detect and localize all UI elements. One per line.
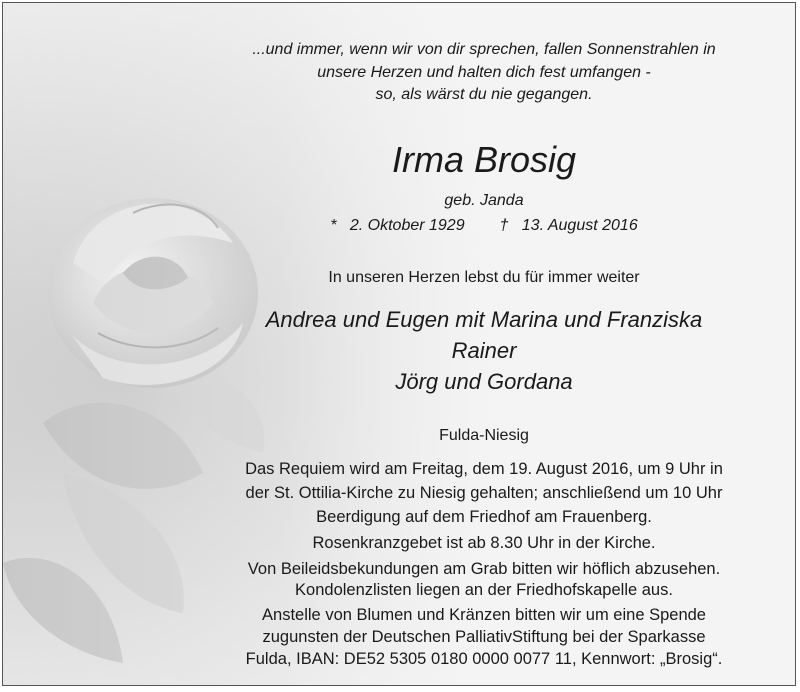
notice-line: der St. Ottilia-Kirche zu Niesig gehalten; anschließend um 10 Uhr bbox=[245, 484, 723, 502]
family-line: Jörg und Gordana bbox=[395, 369, 573, 394]
notice-line: Fulda, IBAN: DE52 5305 0180 0000 0077 11, Kennwort: „Brosig“. bbox=[245, 650, 723, 668]
quote-line: unsere Herzen und halten dich fest umfangen - bbox=[317, 64, 651, 81]
quote-line: ...und immer, wenn wir von dir sprechen, fallen Sonnenstrahlen in bbox=[252, 41, 716, 58]
notice-line: Anstelle von Blumen und Kränzen bitten wir um eine Spende bbox=[262, 606, 706, 624]
birth-symbol: * bbox=[330, 217, 337, 234]
quote-line: so, als wärst du nie gegangen. bbox=[375, 86, 593, 103]
notice-line: Das Requiem wird am Freitag, dem 19. August 2016, um 9 Uhr in bbox=[245, 460, 723, 478]
deceased-name: Irma Brosig bbox=[391, 139, 577, 180]
notice-line: Von Beileidsbekundungen am Grab bitten wir höflich abzusehen. bbox=[247, 560, 721, 578]
family-line: Rainer bbox=[451, 338, 517, 363]
birth-name: geb. Janda bbox=[444, 192, 524, 209]
birth-date: 2. Oktober 1929 bbox=[349, 217, 465, 234]
family-line: Andrea und Eugen mit Marina und Franziska bbox=[265, 307, 703, 332]
dedication: In unseren Herzen lebst du für immer weiter bbox=[328, 269, 640, 286]
notice-line: zugunsten der Deutschen PalliativStiftung bei der Sparkasse bbox=[262, 628, 706, 646]
notice-line: Beerdigung auf dem Friedhof am Frauenberg. bbox=[316, 508, 652, 526]
obituary-card bbox=[2, 2, 796, 686]
notice-line: Rosenkranzgebet ist ab 8.30 Uhr in der Kirche. bbox=[312, 534, 656, 552]
obituary-content bbox=[173, 3, 795, 685]
death-symbol: † bbox=[499, 217, 509, 234]
notice-line: Kondolenzlisten liegen an der Friedhofskapelle aus. bbox=[295, 581, 673, 599]
location: Fulda-Niesig bbox=[439, 427, 529, 444]
death-date: 13. August 2016 bbox=[521, 217, 638, 234]
life-dates bbox=[173, 217, 795, 235]
